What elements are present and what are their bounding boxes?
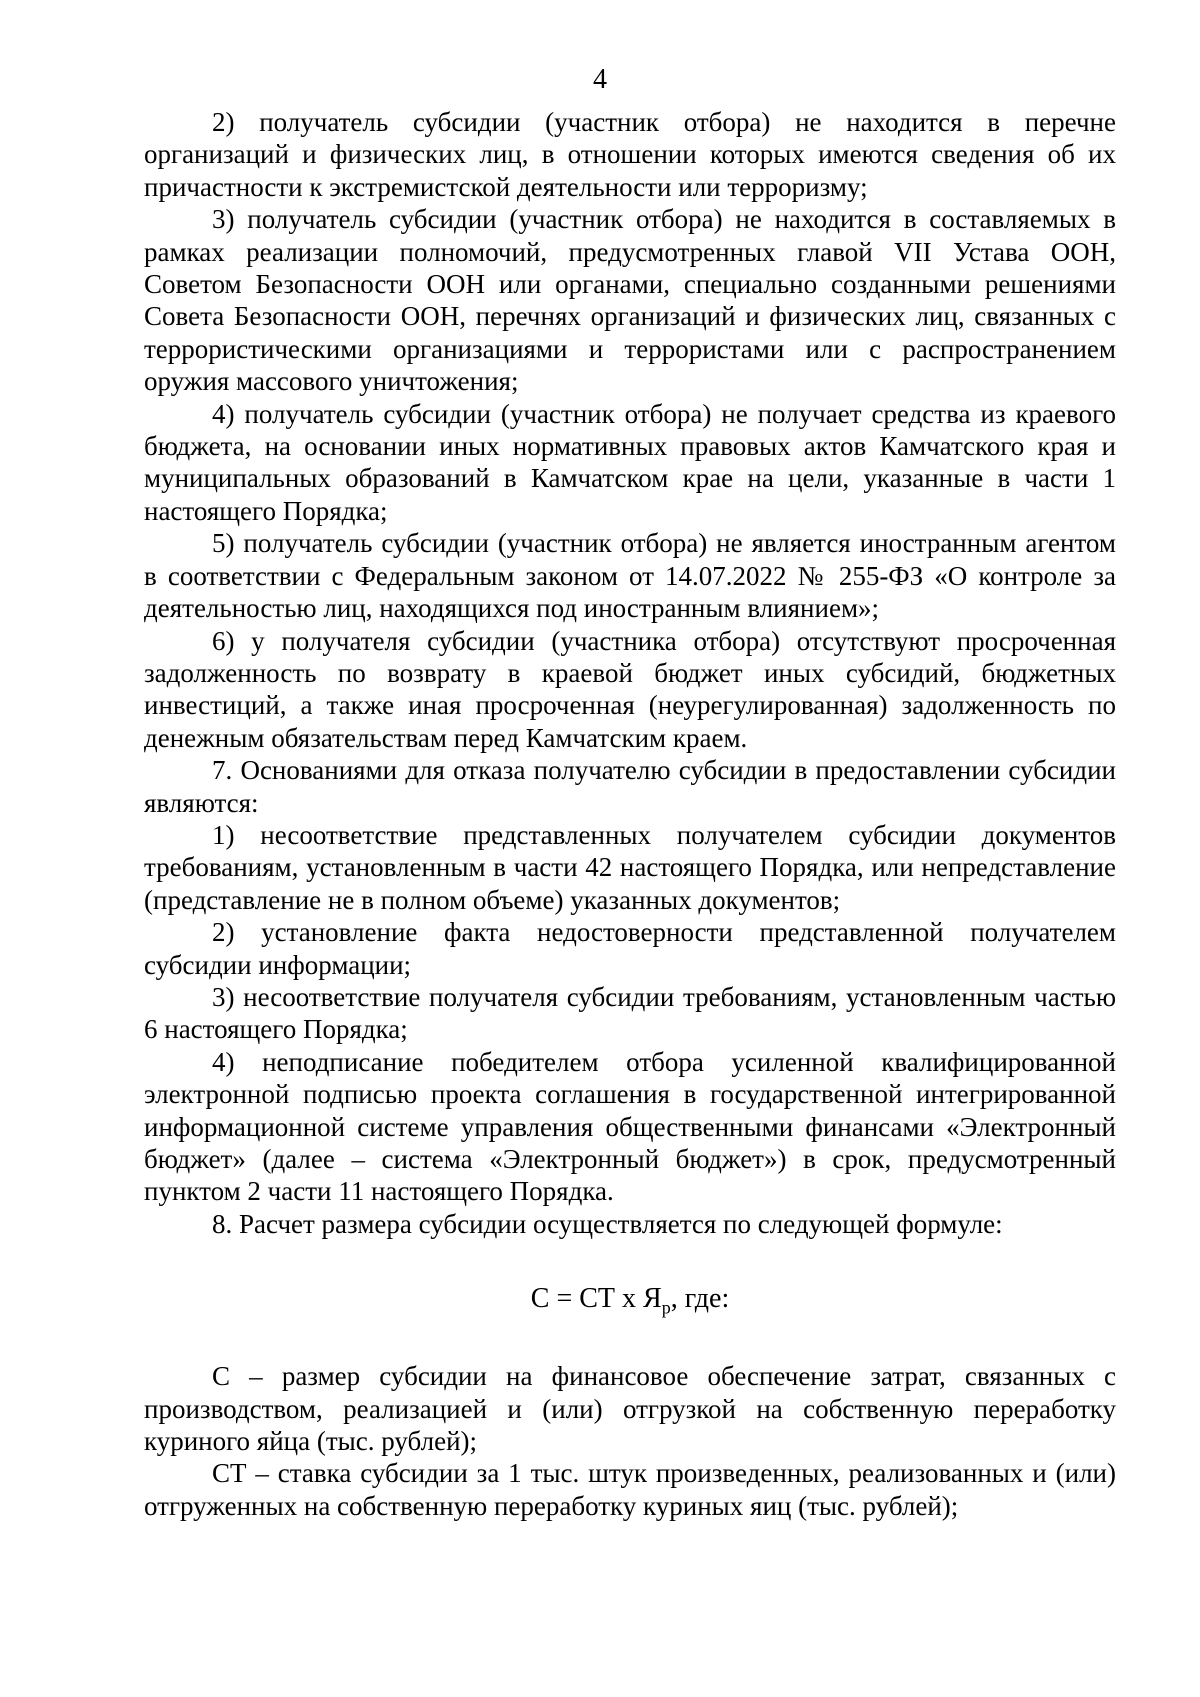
paragraph-refusal-3-requirements: 3) несоответствие получателя субсидии требованиям, установленным частью 6 настоящего Порядка; (144, 981, 1116, 1045)
formula-main: С = СТ х Я (530, 1283, 662, 1315)
subsidy-formula (144, 1282, 1116, 1316)
formula-suffix: , где: (670, 1283, 730, 1315)
paragraph-definition-st: СТ – ставка субсидии за 1 тыс. штук произведенных, реализованных и (или) отгруженных на собственную переработку куриных яиц (тыс. рублей); (144, 1458, 1116, 1521)
paragraph-section-8-calculation: 8. Расчет размера субсидии осуществляется по следующей формуле: (212, 1208, 1003, 1239)
paragraph-item-2-extremism: 2) получатель субсидии (участник отбора) не находится в перечне организаций и физических лиц, в отношении которых имеются сведения об их причастности к экстремистской деятельности или терроризму; (144, 107, 1116, 202)
formula-subscript: р (661, 1297, 671, 1318)
paragraph-refusal-2-inaccuracy: 2) установление факта недостоверности представленной получателем субсидии информации; (144, 917, 1116, 980)
paragraph-item-5-foreign-agent: 5) получатель субсидии (участник отбора) не является иностранным агентом в соответствии с Федеральным законом от 14.07.2022 № 255-ФЗ «О контроле за деятельностью лиц, находящихся под иностранным влиянием»; (144, 528, 1116, 624)
paragraph-refusal-1-documents: 1) несоответствие представленных получателем субсидии документов требованиям, установленным в части 42 настоящего Порядка, или непредставление (представление не в полном объеме) указанных документов; (144, 819, 1116, 915)
paragraph-refusal-4-signature: 4) неподписание победителем отбора усиленной квалифицированной электронной подписью проекта соглашения в государственной интегрированной информационной системе управления общественными финансами «Электронный бюджет» (далее – система «Электронный бюджет») в срок, предусмотренный пунктом 2 части 11 настоящего Порядка. (144, 1046, 1116, 1207)
paragraph-definition-c: С – размер субсидии на финансовое обеспечение затрат, связанных с производством, реализацией и (или) отгрузкой на собственную переработку куриного яйца (тыс. рублей); (144, 1361, 1116, 1457)
document-body (144, 106, 1116, 1522)
paragraph-item-3-un-lists: 3) получатель субсидии (участник отбора) не находится в составляемых в рамках реализации полномочий, предусмотренных главой VII Устава ООН, Советом Безопасности ООН или органами, специально созданными решениями Совета Безопасности ООН, перечнях организаций и физических лиц, связанных с террористическими организациями и террористами или с распространением оружия массового уничтожения; (144, 204, 1116, 397)
paragraph-item-6-overdue-debt: 6) у получателя субсидии (участника отбора) отсутствуют просроченная задолженность по возврату в краевой бюджет иных субсидий, бюджетных инвестиций, а также иная просроченная (неурегулированная) задолженность по денежным обязательствам перед Камчатским краем. (144, 625, 1116, 753)
page-number: 4 (593, 64, 607, 95)
paragraph-section-7-refusal-grounds: 7. Основаниями для отказа получателю субсидии в предоставлении субсидии являются: (144, 755, 1116, 818)
paragraph-item-4-regional-budget: 4) получатель субсидии (участник отбора) не получает средства из краевого бюджета, на основании иных нормативных правовых актов Камчатского края и муниципальных образований в Камчатском крае на цели, указанные в части 1 настоящего Порядка; (144, 398, 1116, 526)
